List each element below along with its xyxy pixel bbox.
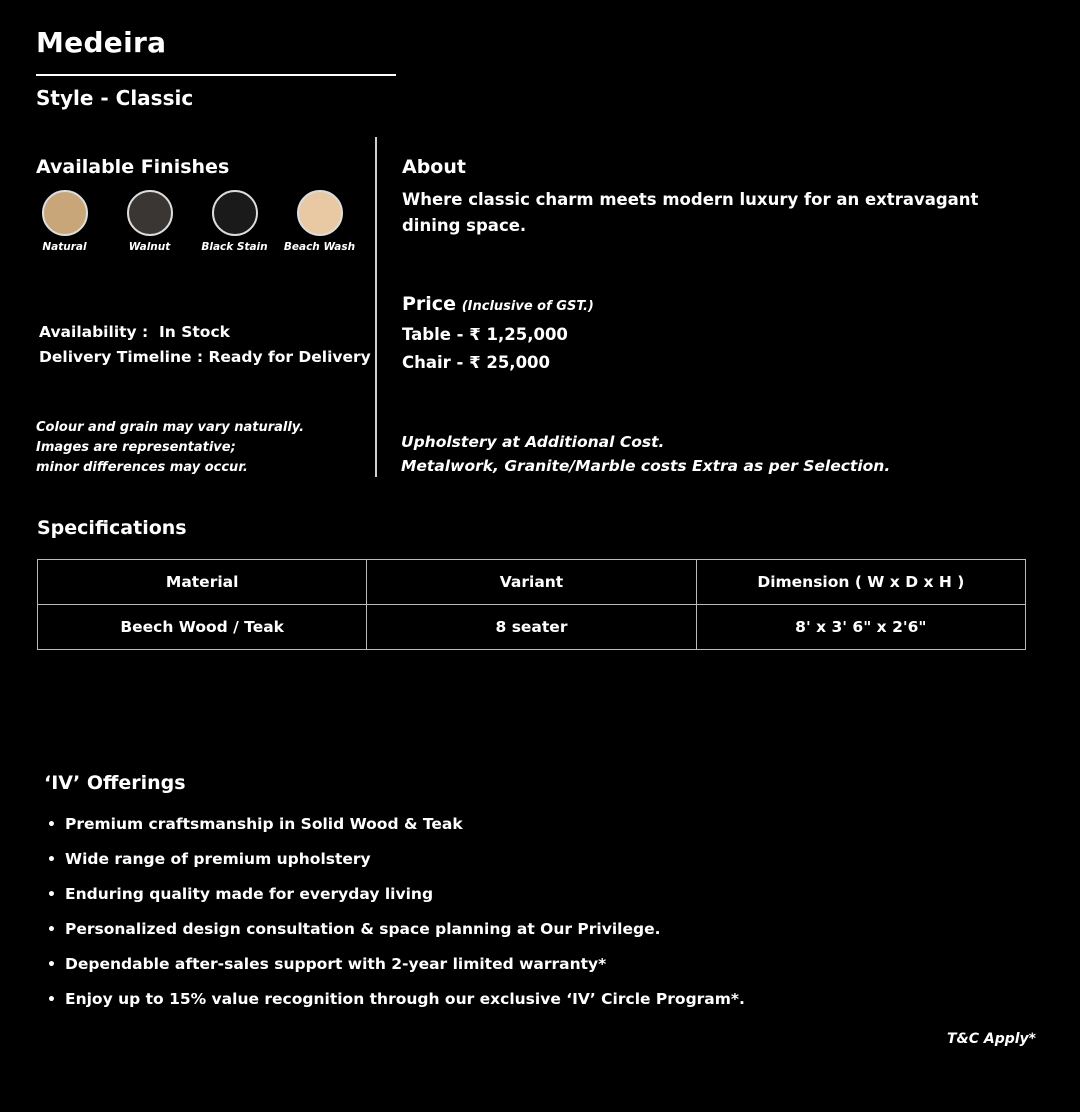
list-item: [47, 983, 745, 1018]
terms-note: T&C Apply*: [946, 1031, 1036, 1047]
specifications-table: [37, 559, 1026, 650]
disclaimer-line-3: minor differences may occur.: [36, 460, 248, 475]
bullet-icon: •: [47, 922, 56, 938]
finishes-heading: Available Finishes: [36, 156, 230, 178]
specifications-heading: Specifications: [37, 517, 187, 539]
table-row: [38, 605, 1026, 650]
spec-variant: 8 seater: [367, 605, 696, 650]
finish-walnut-swatch[interactable]: [127, 190, 173, 236]
list-item: [47, 913, 745, 948]
spec-header-row: [38, 560, 1026, 605]
spec-material: Beech Wood / Teak: [38, 605, 367, 650]
bullet-icon: •: [47, 817, 56, 833]
extra-metalwork: Metalwork, Granite/Marble costs Extra as per Selection.: [401, 457, 891, 475]
about-text: Where classic charm meets modern luxury for an extravagant dining space.: [402, 190, 979, 235]
price-table: Table - ₹ 1,25,000: [402, 325, 568, 344]
price-gst-note: (Inclusive of GST.): [461, 299, 594, 314]
offering-text: Enduring quality made for everyday living: [65, 885, 434, 903]
list-item: [47, 843, 745, 878]
spec-header-material: Material: [38, 560, 367, 605]
offering-text: Personalized design consultation & space planning at Our Privilege.: [65, 920, 661, 938]
list-item: [47, 808, 745, 843]
bullet-icon: •: [47, 992, 56, 1008]
finish-black-stain-label: Black Stain: [201, 241, 268, 253]
spec-dimension: 8' x 3' 6" x 2'6": [696, 605, 1025, 650]
disclaimer-note: [36, 418, 304, 478]
finish-beach-wash[interactable]: [277, 190, 362, 253]
finish-beach-wash-label: Beach Wash: [283, 241, 356, 253]
list-item: [47, 878, 745, 913]
finish-natural-swatch[interactable]: [42, 190, 88, 236]
bullet-icon: •: [47, 852, 56, 868]
spec-header-variant: Variant: [367, 560, 696, 605]
product-title: Medeira: [36, 26, 167, 59]
bullet-icon: •: [47, 957, 56, 973]
price-chair: Chair - ₹ 25,000: [402, 353, 551, 372]
offering-text: Dependable after-sales support with 2-year limited warranty*: [65, 955, 607, 973]
finish-black-stain[interactable]: [192, 190, 277, 253]
extra-upholstery: Upholstery at Additional Cost.: [401, 433, 665, 451]
title-underline: [36, 74, 396, 76]
about-heading: About: [402, 156, 466, 178]
finish-walnut-label: Walnut: [128, 241, 171, 253]
offerings-heading: ‘IV’ Offerings: [44, 772, 186, 794]
product-style: Style - Classic: [36, 86, 194, 110]
disclaimer-line-1: Colour and grain may vary naturally.: [36, 420, 305, 435]
list-item: [47, 948, 745, 983]
price-heading: Price: [402, 293, 456, 315]
column-divider: [375, 137, 377, 477]
bullet-icon: •: [47, 887, 56, 903]
finish-black-stain-swatch[interactable]: [212, 190, 258, 236]
finish-walnut[interactable]: [107, 190, 192, 253]
finish-natural-label: Natural: [42, 241, 87, 253]
finish-beach-wash-swatch[interactable]: [297, 190, 343, 236]
offering-text: Enjoy up to 15% value recognition through our exclusive ‘IV’ Circle Program*.: [65, 990, 745, 1008]
disclaimer-line-2: Images are representative;: [36, 440, 236, 455]
delivery-timeline: Delivery Timeline : Ready for Delivery: [39, 348, 371, 366]
availability-block: [39, 320, 371, 370]
price-block: [402, 290, 594, 377]
availability-status: Availability : In Stock: [39, 323, 230, 341]
spec-header-dimension: Dimension ( W x D x H ): [696, 560, 1025, 605]
offerings-list: [47, 808, 745, 1018]
extra-costs: [401, 430, 890, 478]
offering-text: Premium craftsmanship in Solid Wood & Teak: [65, 815, 463, 833]
finish-natural[interactable]: [22, 190, 107, 253]
offering-text: Wide range of premium upholstery: [65, 850, 371, 868]
